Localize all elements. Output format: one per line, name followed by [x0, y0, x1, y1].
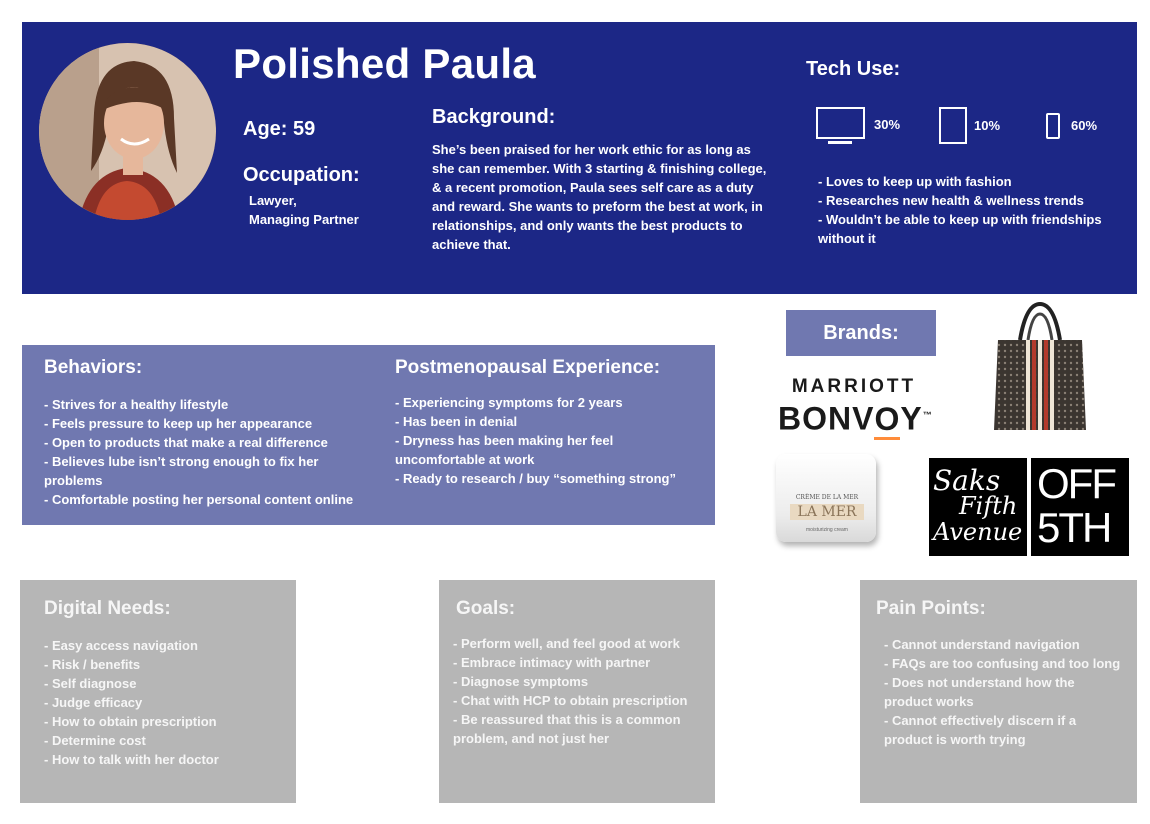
goals-title: Goals:: [456, 598, 516, 619]
list-item: - Wouldn’t be able to keep up with friendships without it: [818, 212, 1102, 246]
la-mer-name: LA MER: [790, 504, 864, 520]
desktop-icon: [816, 107, 865, 139]
list-item: - Has been in denial: [395, 414, 518, 429]
saks-line2: Fifth: [959, 492, 1018, 520]
list-item: - Embrace intimacy with partner: [453, 655, 651, 670]
phone-icon: [1046, 113, 1060, 139]
bonvoy-wordmark: [778, 398, 938, 436]
behaviors-title: Behaviors:: [44, 357, 143, 378]
list-item: - Believes lube isn’t strong enough to fix her problems: [44, 454, 319, 488]
list-item: - Chat with HCP to obtain prescription: [453, 693, 688, 708]
digital-needs-title: Digital Needs:: [44, 598, 171, 619]
pain-points-title: Pain Points:: [876, 598, 986, 619]
bonvoy-o: O: [874, 401, 900, 440]
desktop-percent: 30%: [874, 117, 901, 132]
off5th-line2: 5TH: [1037, 504, 1111, 551]
saks-off5th-logo: [929, 458, 1129, 556]
background-text: She’s been praised for her work ethic for as long as she can remember. With 3 starting & finishing college, & a recent promotion, Paula sees self care as a duty and reward. She wants to preform the best at work, in relationships, and only wants the best products to achieve that.: [432, 142, 767, 252]
la-mer-small-label: CRÈME DE LA MER: [795, 494, 859, 501]
goyard-tote-image: [990, 300, 1090, 434]
digital-needs-list: [44, 636, 289, 769]
bonvoy-text-end: Y: [900, 400, 923, 437]
list-item: - Researches new health & wellness trends: [818, 193, 1084, 208]
list-item: - Determine cost: [44, 733, 146, 748]
list-item: - Strives for a healthy lifestyle: [44, 397, 229, 412]
la-mer-jar-image: [776, 454, 878, 564]
off5th-line1: OFF: [1037, 460, 1115, 507]
occupation-label: Occupation:: [243, 164, 360, 186]
avatar-illustration: [39, 43, 216, 220]
list-item: - Does not understand how the product works: [884, 675, 1075, 709]
postmenopausal-title: Postmenopausal Experience:: [395, 357, 661, 378]
goals-list: [453, 634, 711, 748]
tech-use-label: Tech Use:: [806, 58, 901, 80]
phone-percent: 60%: [1071, 118, 1098, 133]
list-item: - Cannot understand navigation: [884, 637, 1080, 652]
postmenopausal-list: [395, 393, 707, 488]
bonvoy-tm: ™: [922, 410, 933, 420]
tablet-percent: 10%: [974, 118, 1001, 133]
la-mer-sub-label: moisturizing cream: [806, 527, 848, 533]
saks-block: [929, 458, 1027, 556]
list-item: - FAQs are too confusing and too long: [884, 656, 1121, 671]
list-item: - Perform well, and feel good at work: [453, 636, 680, 651]
off5th-block: [1031, 458, 1129, 556]
tech-notes-list: [818, 172, 1133, 248]
list-item: - Loves to keep up with fashion: [818, 174, 1012, 189]
list-item: - Feels pressure to keep up her appearance: [44, 416, 313, 431]
list-item: - Ready to research / buy “something strong”: [395, 471, 676, 486]
list-item: - Open to products that make a real difference: [44, 435, 328, 450]
behaviors-list: [44, 395, 379, 509]
brands-title: Brands:: [823, 322, 899, 344]
desktop-stand-icon: [828, 141, 852, 144]
background-label: Background:: [432, 106, 556, 128]
list-item: - Diagnose symptoms: [453, 674, 589, 689]
pain-points-list: [884, 635, 1124, 749]
list-item: - Experiencing symptoms for 2 years: [395, 395, 623, 410]
occupation-value: Lawyer, Managing Partner: [249, 193, 359, 227]
saks-line3: Avenue: [933, 518, 1023, 546]
persona-age: Age: 59: [243, 118, 316, 140]
persona-photo: [39, 43, 216, 220]
list-item: - How to obtain prescription: [44, 714, 217, 729]
persona-name: Polished Paula: [233, 40, 536, 87]
saks-line1: Saks: [933, 464, 1001, 497]
marriott-bonvoy-logo: [778, 376, 938, 437]
list-item: - Dryness has been making her feel uncomfortable at work: [395, 433, 614, 467]
list-item: - Cannot effectively discern if a product is worth trying: [884, 713, 1077, 747]
list-item: - How to talk with her doctor: [44, 752, 219, 767]
list-item: - Self diagnose: [44, 676, 137, 691]
list-item: - Comfortable posting her personal content online: [44, 492, 354, 507]
marriott-wordmark: MARRIOTT: [791, 376, 917, 397]
bonvoy-text-start: BONV: [778, 400, 875, 437]
list-item: - Easy access navigation: [44, 638, 198, 653]
tablet-icon: [939, 107, 967, 144]
list-item: - Judge efficacy: [44, 695, 143, 710]
list-item: - Risk / benefits: [44, 657, 141, 672]
list-item: - Be reassured that this is a common problem, and not just her: [453, 712, 681, 746]
